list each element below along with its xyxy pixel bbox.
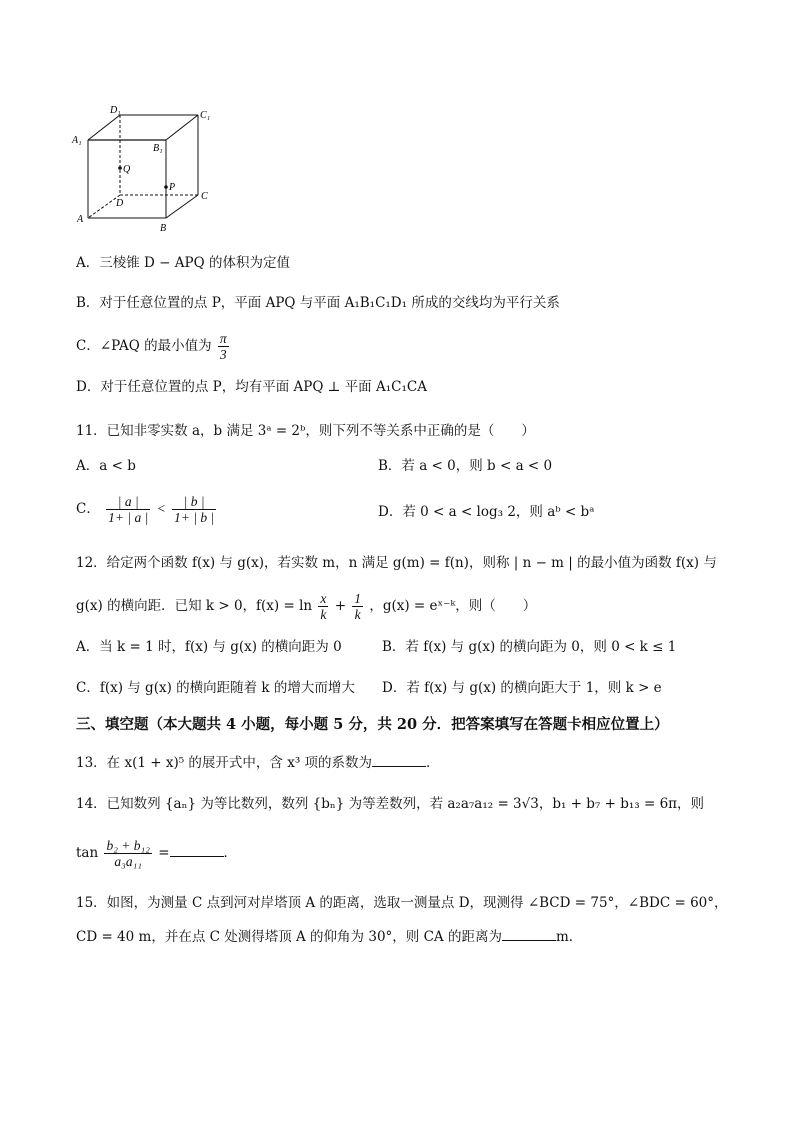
label-B: B xyxy=(160,223,167,234)
label-B1: B₁ xyxy=(153,143,163,154)
q12-option-c: C．f(x) 与 g(x) 的横向距随着 k 的增大而增大 xyxy=(76,680,355,696)
q10-option-b: B．对于任意位置的点 P，平面 APQ 与平面 A₁B₁C₁D₁ 所成的交线均为平行关系 xyxy=(76,295,560,311)
label-C1: C₁ xyxy=(200,110,211,121)
pi-over-3-fraction: $\frac{\pi}{3}$ xyxy=(219,331,227,362)
abs-a-fraction: $\frac{| a |}{1+ | a |}$ xyxy=(108,494,149,525)
q12-option-a: A．当 k = 1 时，f(x) 与 g(x) 的横向距为 0 xyxy=(76,639,342,655)
q15-answer-blank[interactable] xyxy=(502,928,556,941)
q10-option-c xyxy=(76,331,231,362)
label-P: P xyxy=(169,182,176,193)
section-3-heading: 三、填空题（本大题共 4 小题，每小题 5 分，共 20 分．把答案填写在答题卡相应位置上） xyxy=(76,716,669,733)
q12-stem-line1: 12．给定两个函数 f(x) 与 g(x)，若实数 m，n 满足 g(m) = f(n)，则称 | n − m | 的最小值为函数 f(x) 与 xyxy=(76,555,717,571)
q10-option-d: D．对于任意位置的点 P，均有平面 APQ ⊥ 平面 A₁C₁CA xyxy=(76,379,427,395)
label-A: A xyxy=(77,214,84,225)
q15-line1: 15．如图，为测量 C 点到河对岸塔顶 A 的距离，选取一测量点 D，现测得 ∠BCD = 75°，∠BDC = 60°， xyxy=(76,895,728,911)
label-D1: D₁ xyxy=(110,105,121,116)
label-D: D xyxy=(116,198,124,209)
q10-option-a: A．三棱锥 D − APQ 的体积为定值 xyxy=(76,255,290,271)
q14-fraction: $\frac{\text{b₂ + b₁₂}}{\text{a₃a₁₁}}$ xyxy=(106,838,150,869)
one-over-k-fraction: $\frac{1}{k}$ xyxy=(354,591,362,622)
q12-option-b: B．若 f(x) 与 g(x) 的横向距为 0，则 0 < k ≤ 1 xyxy=(382,639,677,655)
q14-answer-blank[interactable] xyxy=(170,844,224,857)
label-Q: Q xyxy=(123,164,131,175)
abs-b-fraction: $\frac{| b |}{1+ | b |}$ xyxy=(174,494,215,525)
q14-expression: tan $\frac{\text{b₂ + b₁₂}}{\text{a₃a₁₁}}$ = ． xyxy=(76,838,238,869)
q14-stem: 14．已知数列 {aₙ} 为等比数列，数列 {bₙ} 为等差数列，若 a₂a₇a₁₂ = 3√3，b₁ + b₇ + b₁₃ = 6π，则 xyxy=(76,796,705,812)
label-C: C xyxy=(201,191,208,202)
q10-option-c-text: C．∠PAQ 的最小值为 xyxy=(76,338,212,354)
q12-stem-line2: g(x) 的横向距．已知 k > 0，f(x) = ln $\frac{x}{k}$ + $\frac{1}{k}$ ，g(x) = eˣ⁻ᵏ，则（ ） xyxy=(76,591,537,622)
x-over-k-fraction: $\frac{x}{k}$ xyxy=(320,591,327,622)
q13-answer-blank[interactable] xyxy=(372,754,426,767)
q11-stem: 11．已知非零实数 a，b 满足 3ᵃ = 2ᵇ，则下列不等关系中正确的是（ ） xyxy=(76,423,535,439)
q11-option-c: C． $\frac{| a |}{1+ | a |}$ < $\frac{| b |}{1+ | b |}$ xyxy=(76,494,215,525)
q13: 13．在 x(1 + x)⁵ 的展开式中，含 x³ 项的系数为 ． xyxy=(76,755,440,771)
q11-option-d: D．若 0 < a < log₃ 2，则 aᵇ < bᵃ xyxy=(378,504,595,520)
label-A1: A₁ xyxy=(72,135,82,146)
q15-line2: CD = 40 m，并在点 C 处测得塔顶 A 的仰角为 30°，则 CA 的距离为 m． xyxy=(76,929,583,945)
q11-option-b: B．若 a < 0，则 b < a < 0 xyxy=(378,458,553,474)
q11-option-a: A．a < b xyxy=(76,458,136,474)
q12-option-d: D．若 f(x) 与 g(x) 的横向距大于 1，则 k > e xyxy=(382,680,662,696)
cube-figure xyxy=(70,100,230,235)
